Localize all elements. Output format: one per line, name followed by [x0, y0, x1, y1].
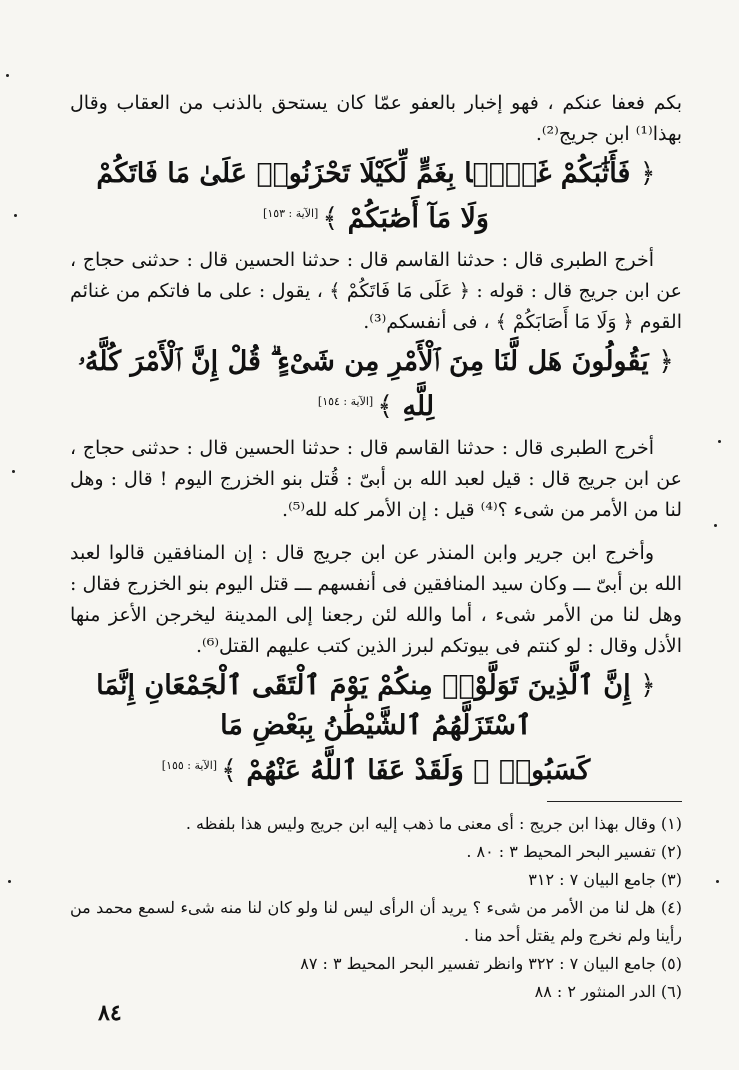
verse-153-line1: فَأَثَٰبَكُمْ غَمًّۢا بِغَمٍّ لِّكَيْلَا تَحْزَنُوا۟ عَلَىٰ مَا فَاتَكُمْ — [96, 158, 631, 189]
verse-155-line1: إِنَّ ٱلَّذِينَ تَوَلَّوْا۟ مِنكُمْ يَوْمَ ٱلْتَقَى ٱلْجَمْعَانِ إِنَّمَا ٱسْتَزَلَّهُمُ ٱلشَّيْطَٰنُ بِبَعْضِ مَا — [96, 670, 631, 741]
scan-dot — [714, 524, 717, 527]
footnote-1: (١) وقال بهذا ابن جريج : أى معنى ما ذهب إليه ابن جريج وليس هذا بلفظه . — [185, 814, 682, 833]
footnote-3: (٣) جامع البيان ٧ : ٣١٢ — [528, 870, 682, 889]
paragraph-3: أخرج الطبرى قال : حدثنا القاسم قال : حدثنا الحسين قال : حدثنى حجاج ، عن ابن جريج قال : قيل لعبد الله بن أبىّ : قُتل بنو الخزرج اليوم ! قال : وهل لنا من الأمر من شىء ؟⁽⁴⁾ قيل : إن الأمر كله لله⁽⁵⁾. — [70, 437, 682, 521]
paragraph-1: بكم فعفا عنكم ، فهو إخبار بالعفو عمّا كان يستحق بالذنب من العقاب وقال بهذا⁽¹⁾ ابن جريج⁽²⁾. — [70, 92, 682, 145]
footnote-2: (٢) تفسير البحر المحيط ٣ : ٨٠ . — [466, 842, 682, 861]
page-number: ٨٤ — [98, 1000, 122, 1026]
scan-dot — [716, 880, 719, 883]
paragraph-2: أخرج الطبرى قال : حدثنا القاسم قال : حدثنا الحسين قال : حدثنى حجاج ، عن ابن جريج قال : قوله : ﴿ عَلَى مَا فَاتَكُمْ ﴾ ، يقول : على ما فاتكم من غنائم القوم ﴿ وَلَا مَا أَصَابَكُمْ ﴾ ، فى أنفسكم⁽³⁾. — [70, 249, 682, 333]
verse-153-ref: [الآية : ١٥٣] — [263, 207, 319, 220]
page-content — [70, 88, 682, 1006]
verse-153: ﴿ فَأَثَٰبَكُمْ غَمًّۢا بِغَمٍّ لِّكَيْلَا تَحْزَنُوا۟ عَلَىٰ مَا فَاتَكُمْ وَلَا مَآ أَصَٰبَكُمْ ﴾[الآية : ١٥٣] — [96, 158, 656, 234]
footnote-5: (٥) جامع البيان ٧ : ٣٢٢ وانظر تفسير البحر المحيط ٣ : ٨٧ — [300, 954, 682, 973]
scan-dot — [14, 214, 17, 217]
verse-153-line2: وَلَا مَآ أَصَٰبَكُمْ — [347, 203, 489, 234]
scan-dot — [12, 470, 15, 473]
footnote-6: (٦) الدر المنثور ٢ : ٨٨ — [534, 982, 682, 1001]
footnote-divider — [547, 801, 682, 802]
verse-155-line2: كَسَبُوا۟ ۖ وَلَقَدْ عَفَا ٱللَّهُ عَنْهُمْ — [246, 755, 591, 786]
scan-dot — [718, 440, 721, 443]
scan-dot — [8, 880, 11, 883]
scan-dot — [6, 74, 9, 77]
verse-155-ref: [الآية : ١٥٥] — [161, 759, 218, 772]
verse-154: ﴿ يَقُولُونَ هَل لَّنَا مِنَ ٱلْأَمْرِ مِن شَىْءٍ ۗ قُلْ إِنَّ ٱلْأَمْرَ كُلَّهُۥ لِلَّهِ ﴾[الآية : ١٥٤] — [78, 346, 674, 422]
footnote-4: (٤) هل لنا من الأمر من شىء ؟ يريد أن الرأى ليس لنا ولو كان لنا منه شىء لسمع محمد من رأينا ولم نخرج ولم يقتل أحد منا . — [70, 898, 682, 945]
verse-154-ref: [الآية : ١٥٤] — [317, 395, 374, 408]
verse-155: ﴿ إِنَّ ٱلَّذِينَ تَوَلَّوْا۟ مِنكُمْ يَوْمَ ٱلْتَقَى ٱلْجَمْعَانِ إِنَّمَا ٱسْتَزَلَّهُمُ ٱلشَّيْطَٰنُ بِبَعْضِ مَا كَسَبُوا۟ ۖ وَلَقَدْ عَفَا ٱللَّهُ عَنْهُمْ ﴾[الآية : ١٥٥] — [96, 670, 656, 786]
paragraph-4: وأخرج ابن جرير وابن المنذر عن ابن جريج قال : إن المنافقين قالوا لعبد الله بن أبىّ ـــ وكان سيد المنافقين فى أنفسهم ـــ قتل اليوم بنو الخزرج فقال : وهل لنا من الأمر شىء ، أما والله لئن رجعنا إلى المدينة ليخرجن الأعز منها الأذل وقال : لو كنتم فى بيوتكم لبرز الذين كتب عليهم القتل⁽⁶⁾. — [70, 542, 683, 657]
verse-154-line1: يَقُولُونَ هَل لَّنَا مِنَ ٱلْأَمْرِ مِن شَىْءٍ ۗ قُلْ إِنَّ ٱلْأَمْرَ كُلَّهُۥ لِلَّهِ — [78, 346, 649, 422]
